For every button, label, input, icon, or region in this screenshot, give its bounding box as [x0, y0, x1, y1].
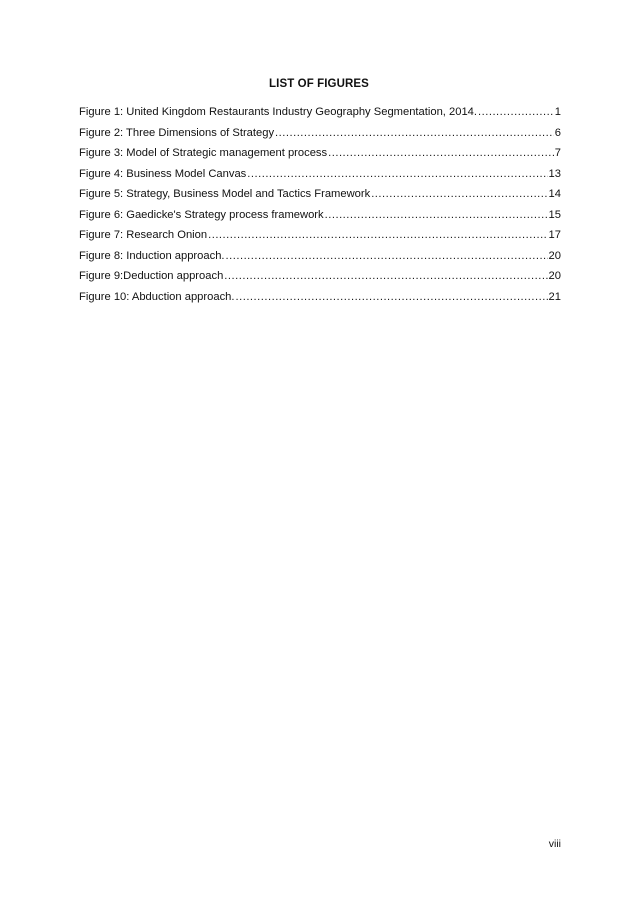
- figure-entry[interactable]: [79, 147, 561, 168]
- figure-entry[interactable]: [79, 127, 561, 148]
- figure-label: Figure 3: Model of Strategic management process: [79, 147, 328, 159]
- figure-label: Figure 4: Business Model Canvas: [79, 167, 247, 180]
- figure-label: Figure 9:Deduction approach: [79, 270, 224, 282]
- figure-label: Figure 7: Research Onion: [79, 229, 208, 241]
- figure-page-number: 7: [554, 147, 561, 159]
- figure-entry[interactable]: [79, 291, 561, 312]
- figure-page-number: 17: [548, 229, 561, 241]
- figure-page-number: 21: [548, 290, 561, 303]
- figure-label: Figure 1: United Kingdom Restaurants Industry Geography Segmentation, 2014.: [79, 106, 478, 118]
- figure-page-number: 15: [548, 208, 561, 221]
- figure-page-number: 1: [554, 106, 561, 118]
- figure-page-number: 13: [548, 167, 561, 180]
- figure-page-number: 14: [548, 188, 561, 200]
- dot-leader: [371, 188, 547, 200]
- figure-entry[interactable]: [79, 188, 561, 209]
- page-title: LIST OF FIGURES: [269, 78, 369, 90]
- figure-label: Figure 10: Abduction approach.: [79, 290, 235, 303]
- figure-entry[interactable]: [79, 250, 561, 271]
- figure-entry[interactable]: [79, 229, 561, 250]
- figure-page-number: 6: [554, 126, 561, 139]
- figure-label: Figure 2: Three Dimensions of Strategy: [79, 126, 275, 139]
- figure-label: Figure 6: Gaedicke's Strategy process framework: [79, 208, 324, 221]
- figure-label: Figure 5: Strategy, Business Model and Tactics Framework: [79, 188, 371, 200]
- dot-leader: [224, 270, 547, 282]
- dot-leader: [328, 147, 554, 159]
- dot-leader: [236, 291, 548, 303]
- dot-leader: [478, 106, 554, 118]
- dot-leader: [247, 168, 547, 180]
- figure-label: Figure 8: Induction approach.: [79, 249, 225, 262]
- figure-entry[interactable]: [79, 270, 561, 291]
- figure-list: [79, 106, 561, 311]
- figure-entry[interactable]: [79, 106, 561, 127]
- figure-page-number: 20: [548, 270, 561, 282]
- dot-leader: [325, 209, 548, 221]
- dot-leader: [226, 250, 548, 262]
- page-number-footer: viii: [548, 838, 561, 850]
- figure-entry[interactable]: [79, 168, 561, 189]
- dot-leader: [208, 229, 547, 241]
- dot-leader: [275, 127, 554, 139]
- figure-entry[interactable]: [79, 209, 561, 230]
- figure-page-number: 20: [548, 249, 561, 262]
